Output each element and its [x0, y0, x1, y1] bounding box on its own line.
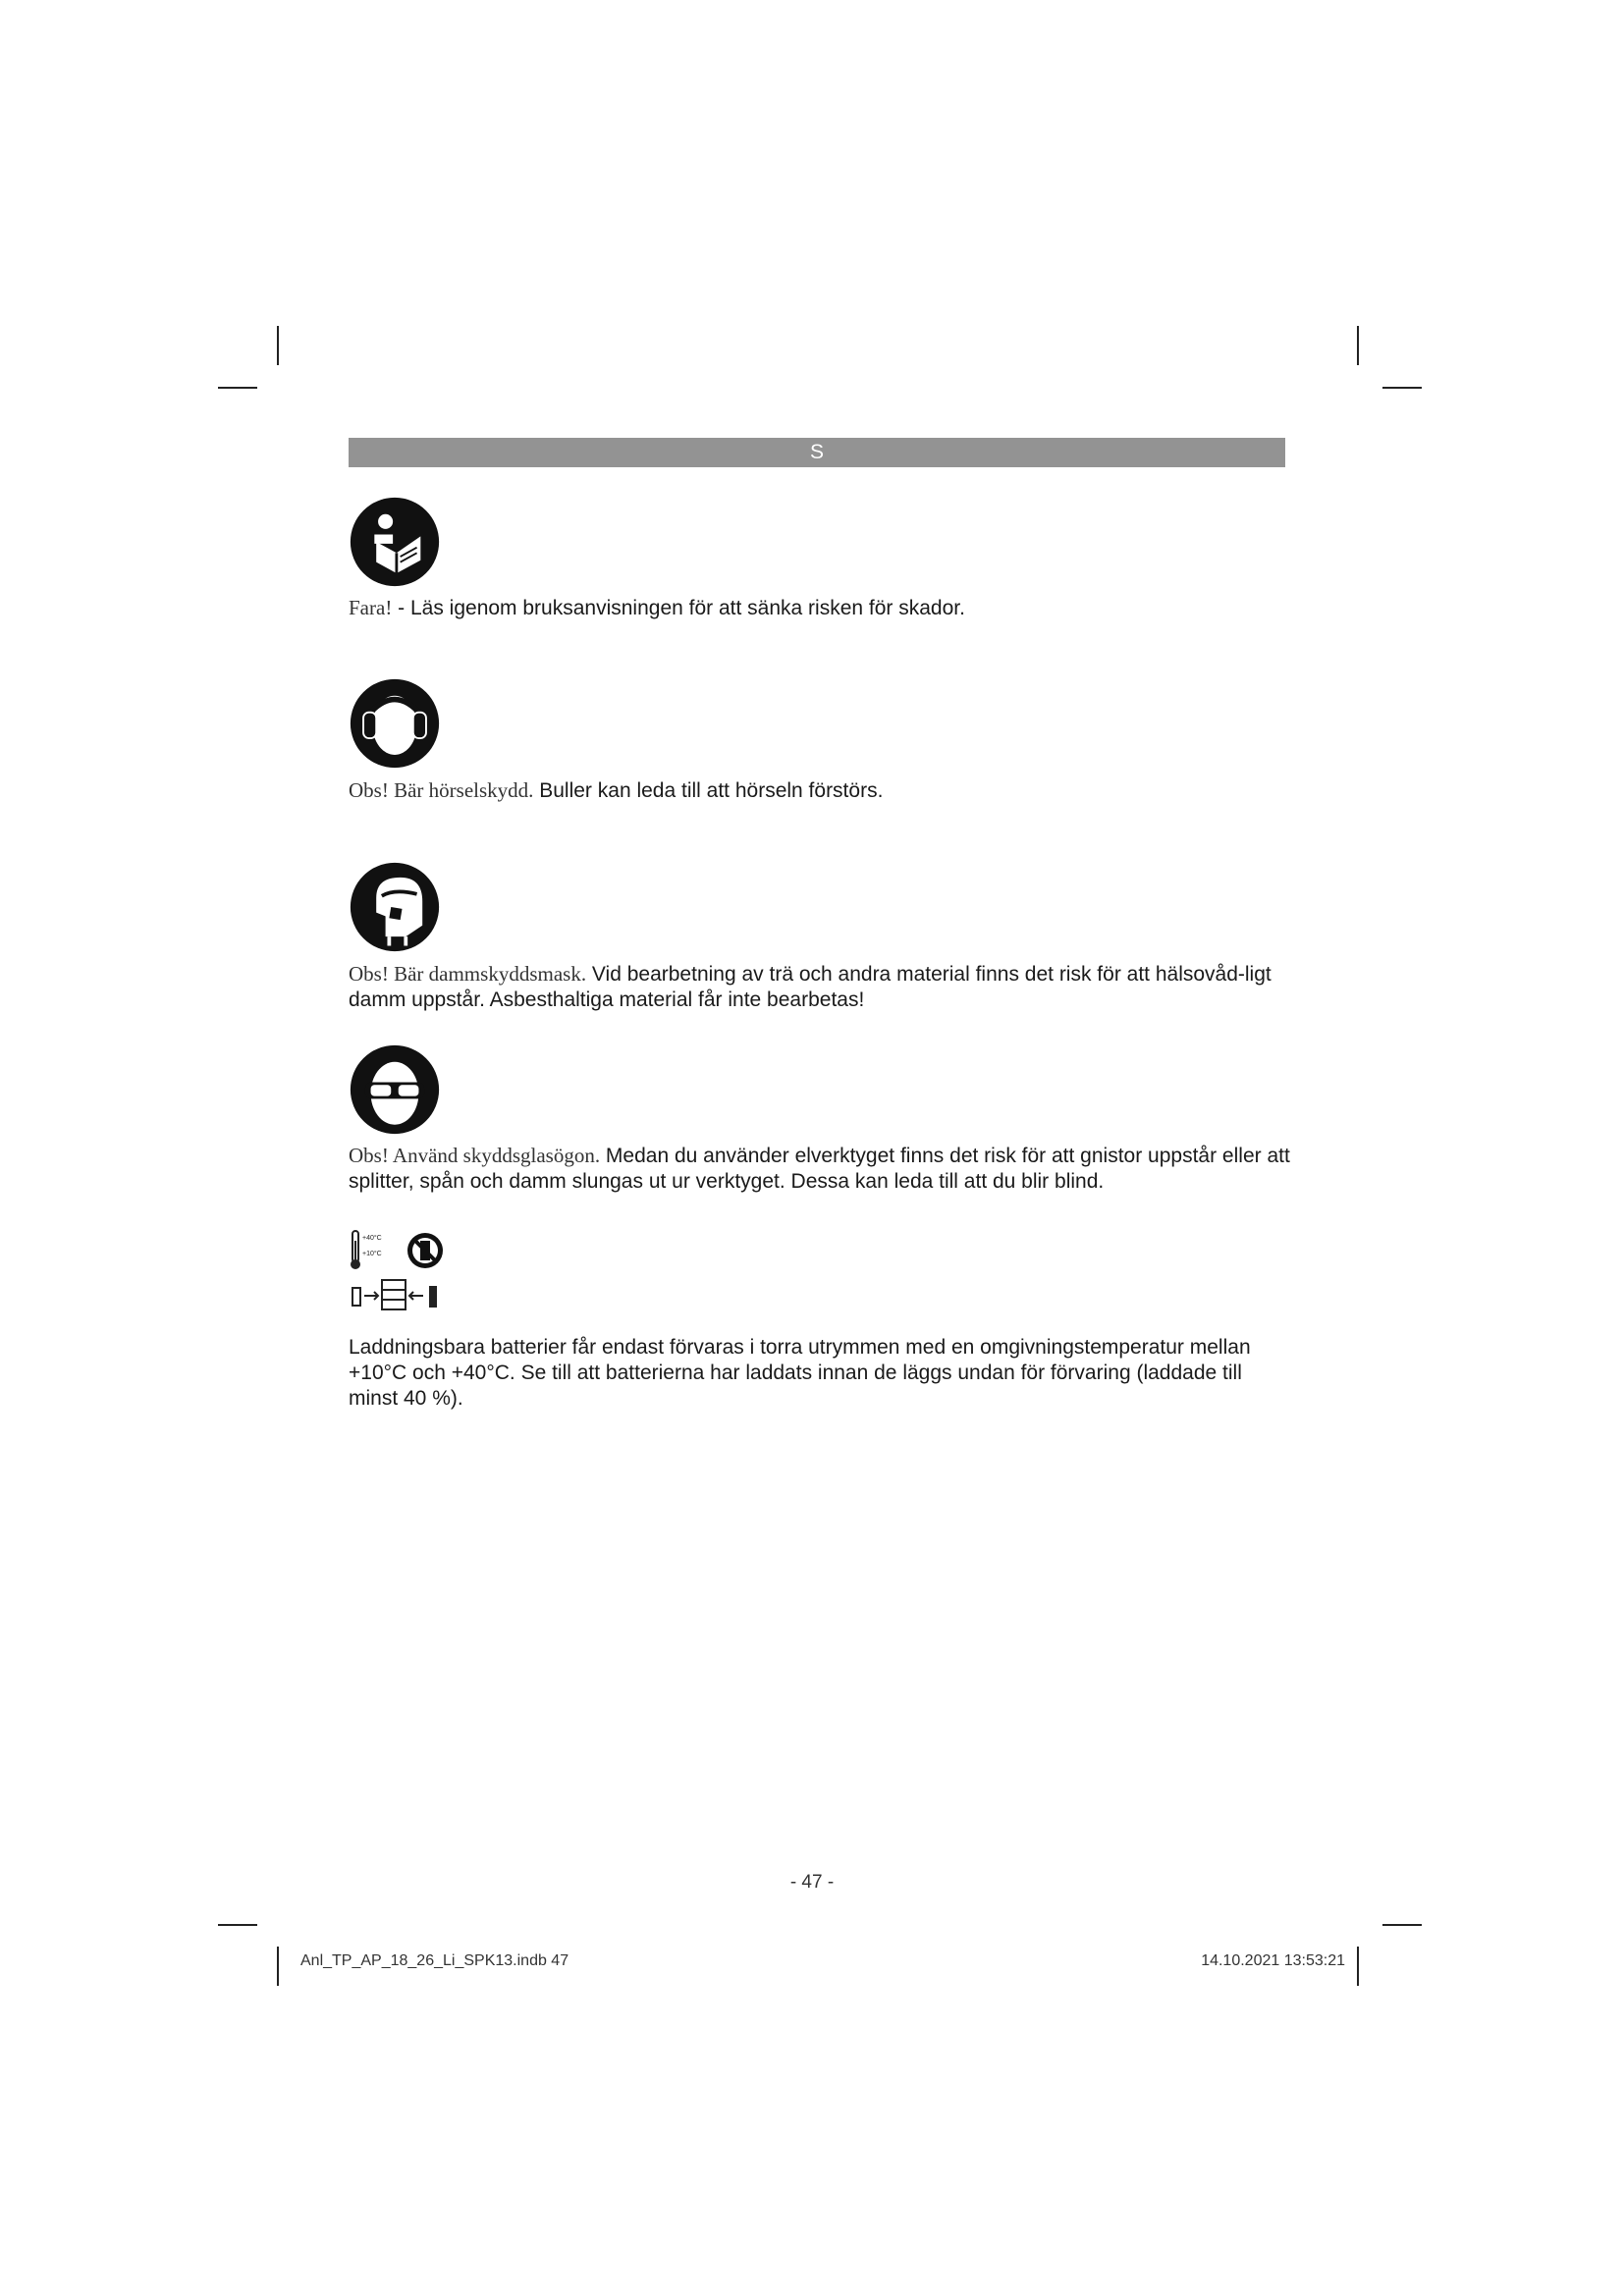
- thermometer-icon: [351, 1231, 360, 1269]
- crop-mark: [277, 1947, 279, 1986]
- no-water-icon: [407, 1233, 443, 1268]
- page-number: - 47 -: [789, 1872, 835, 1893]
- warning-ear-protection: Obs! Bär hörselskydd. Buller kan leda till att hörseln förstörs.: [349, 778, 884, 802]
- temp-low-label: +10°C: [362, 1251, 382, 1257]
- temp-high-label: +40°C: [362, 1235, 382, 1242]
- warning-safety-goggles: Obs! Använd skyddsglasögon. Medan du använder elverktyget finns det risk för att gnistor uppstår eller att splitter, spån och damm slungas ut ur verktyget. Dessa kan leda till att du blir blind.: [349, 1144, 1290, 1193]
- battery-storage-icons: [349, 1229, 447, 1315]
- footer-file-name: Anl_TP_AP_18_26_Li_SPK13.indb 47: [300, 1952, 569, 1969]
- crop-mark: [277, 326, 279, 365]
- dust-mask-icon: [349, 861, 441, 953]
- crop-mark: [1357, 1947, 1359, 1986]
- language-header: S: [349, 438, 1285, 467]
- battery-storage-note: Laddningsbara batterier får endast förvaras i torra utrymmen med en omgivningstemperatur mellan +10°C och +40°C. Se till att batterierna har laddats innan de läggs undan för förvaring (laddade till minst 40 %).: [349, 1336, 1251, 1410]
- warning-read-manual: Fara! - Läs igenom bruksanvisningen för att sänka risken för skador.: [349, 596, 965, 619]
- safety-goggles-icon: [349, 1043, 441, 1136]
- crop-mark: [218, 1924, 257, 1926]
- warning-dust-mask: Obs! Bär dammskyddsmask. Vid bearbetning av trä och andra material finns det risk för att hälsovåd-ligt damm uppstår. Asbesthaltiga material får inte bearbetas!: [349, 962, 1272, 1011]
- crop-mark: [218, 387, 257, 389]
- ear-protection-icon: [349, 677, 441, 770]
- manual-icon: [349, 496, 441, 588]
- footer-date: 14.10.2021 13:53:21: [1201, 1952, 1345, 1969]
- crop-mark: [1382, 387, 1422, 389]
- crop-mark: [1382, 1924, 1422, 1926]
- storage-shelf-icon: [352, 1280, 437, 1309]
- crop-mark: [1357, 326, 1359, 365]
